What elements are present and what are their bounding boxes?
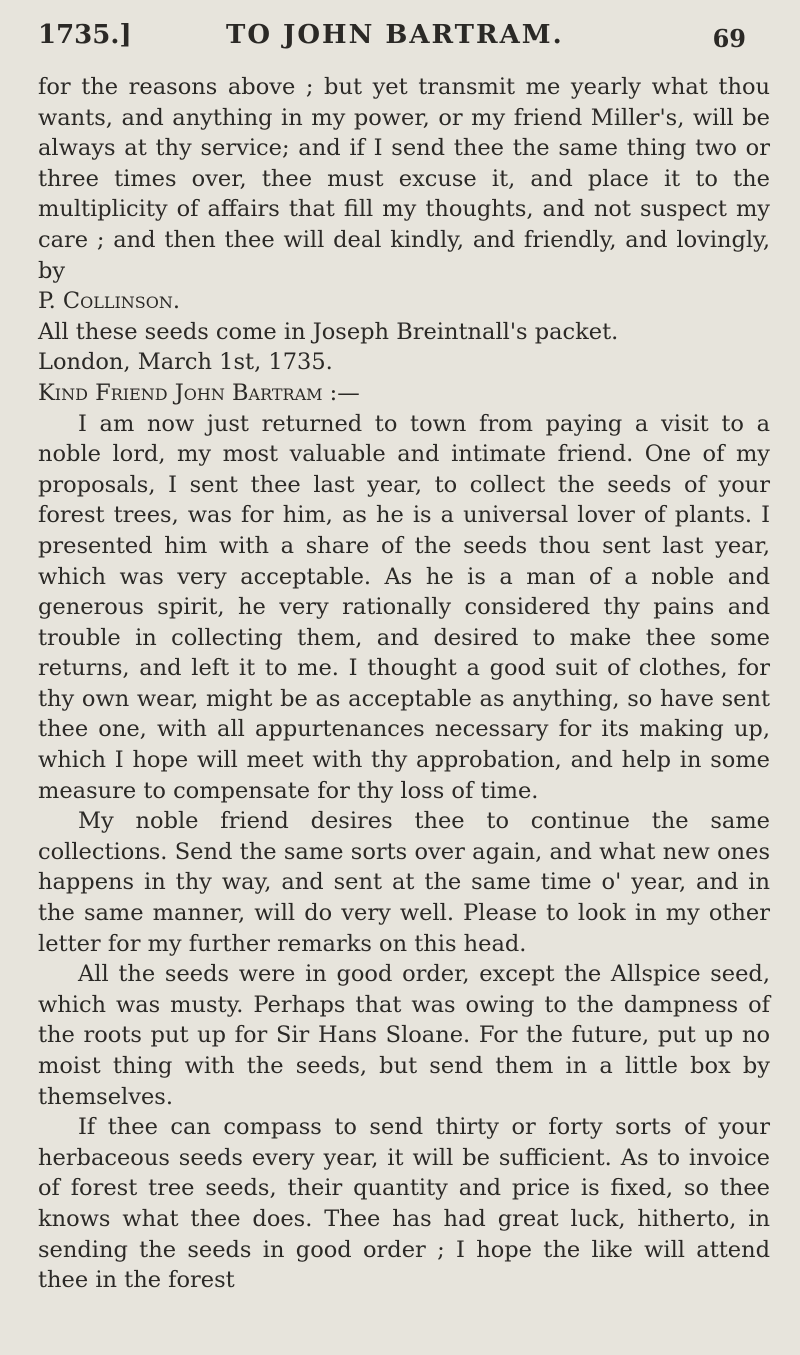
page-body [38, 72, 770, 1296]
letter1-text: for the reasons above ; but yet transmit me yearly what thou wants, and anything in my power, or my friend Miller's, will be always at thy service; and if I send thee the same thing two or three times over, thee must excuse it, and place it to the multiplicity of affairs that fill my thoughts, and not suspect my care ; and then thee will deal kindly, and friendly, and lovingly, by [38, 74, 770, 284]
letter1-signature: P. Collinson. [38, 288, 181, 315]
letter2-paragraph-1: I am now just returned to town from paying a visit to a noble lord, my most valuable and intimate friend. One of my proposals, I sent thee last year, to collect the seeds of your forest trees, was for him, as he is a universal lover of plants. I presented him with a share of the seeds thou sent last year, which was very acceptable. As he is a man of a noble and generous spirit, he very rationally considered thy pains and trouble in collecting them, and desired to make thee some returns, and left it to me. I thought a good suit of clothes, for thy own wear, might be as acceptable as anything, so have sent thee one, with all appurtenances necessary for its making up, which I hope will meet with thy approbation, and help in some measure to compensate for thy loss of time. [38, 410, 770, 804]
letter2-paragraph-4: If thee can compass to send thirty or forty sorts of your herbaceous seeds every year, it will be sufficient. As to invoice of forest tree seeds, their quantity and price is fixed, so thee knows what thee does. Thee has had great luck, hitherto, in sending the seeds in good order ; I hope the like will attend thee in the forest [38, 1114, 770, 1294]
letter2-paragraph-2: My noble friend desires thee to continue the same collections. Send the same sorts over again, and what new ones happens in thy way, and sent at the same time o' year, and in the same manner, will do very well. Please to look in my other letter for my further remarks on this head. [38, 808, 770, 957]
page-number: 69 [712, 24, 746, 53]
running-header [38, 20, 760, 54]
header-year: 1735.] [38, 20, 132, 50]
letter2-dateline: London, March 1st, 1735. [38, 349, 333, 376]
letter2-salutation: Kind Friend John Bartram :— [38, 379, 360, 406]
seeds-note: All these seeds come in Joseph Breintnall's packet. [38, 318, 619, 345]
header-title: TO JOHN BARTRAM. [226, 20, 564, 50]
letter2-paragraph-3: All the seeds were in good order, except the Allspice seed, which was musty. Perhaps that was owing to the dampness of the roots put up for Sir Hans Sloane. For the future, put up no moist thing with the seeds, but send them in a little box by themselves. [38, 961, 770, 1110]
